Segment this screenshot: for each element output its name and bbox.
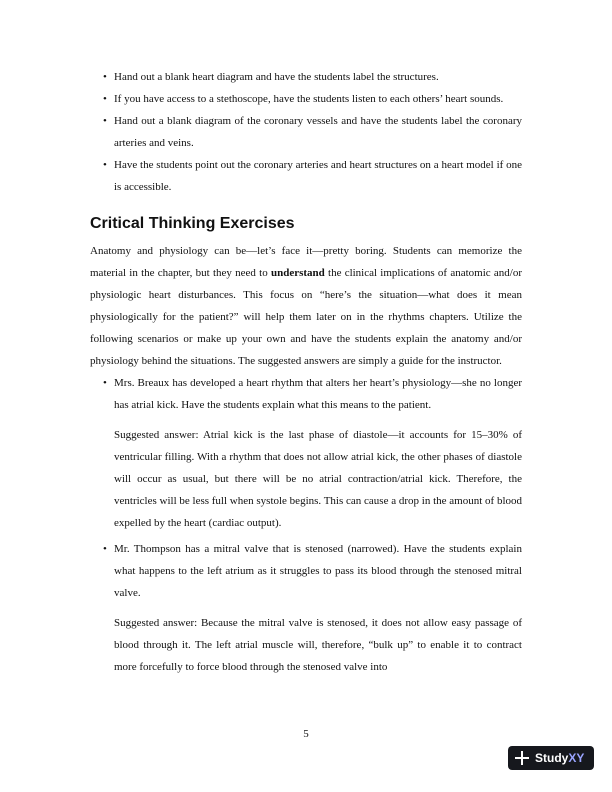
suggested-answer: Suggested answer: Atrial kick is the last phase of diastole—it accounts for 15–30% of ventricular filling. With a rhythm that does not allow atrial kick, the other phases of diastole will occur as usual, but there will be no atrial contraction/atrial kick. Therefore, the ventricles will be less full when systole begins. This can cause a drop in the amount of blood expelled by the heart (cardiac output).: [114, 429, 522, 529]
exercise-item: [90, 538, 522, 604]
bullet-icon: •: [103, 115, 107, 127]
list-item: [90, 66, 522, 88]
badge-text-main: Study: [535, 751, 569, 765]
intro-text-start: Anatomy and physiology can be—let’s face it—pretty boring. Students can memorize the material in the chapter, but they need to: [90, 245, 522, 279]
list-item-text: Hand out a blank heart diagram and have the students label the structures.: [114, 71, 439, 83]
studyxy-badge[interactable]: [508, 746, 594, 770]
list-item-text: Have the students point out the coronary arteries and heart structures on a heart model if one is accessible.: [114, 159, 522, 193]
list-item-text: If you have access to a stethoscope, have the students listen to each others’ heart sounds.: [114, 93, 504, 105]
list-item: [90, 88, 522, 110]
exercise-scenario: Mrs. Breaux has developed a heart rhythm that alters her heart’s physiology—she no longer has atrial kick. Have the students explain what this means to the patient.: [114, 377, 522, 411]
exercise-item: [90, 372, 522, 416]
exercise-list: [90, 538, 522, 604]
exercise-scenario: Mr. Thompson has a mitral valve that is stenosed (narrowed). Have the students explain what happens to the left atrium as it struggles to pass its blood through the stenosed mitral valve.: [114, 543, 522, 599]
section-intro: [90, 240, 522, 372]
bullet-icon: •: [103, 159, 107, 171]
list-item-text: Hand out a blank diagram of the coronary vessels and have the students label the coronary arteries and veins.: [114, 115, 522, 149]
activity-list: [90, 66, 522, 198]
list-item: [90, 154, 522, 198]
bullet-icon: •: [103, 543, 107, 555]
suggested-answer: Suggested answer: Because the mitral valve is stenosed, it does not allow easy passage of blood through it. The left atrial muscle will, therefore, “bulk up” to enable it to contract more forcefully to force blood through the stenosed valve into: [114, 617, 522, 673]
intro-emphasis: understand: [270, 267, 325, 279]
page-content: [90, 66, 522, 682]
page-number: 5: [303, 728, 309, 740]
bullet-icon: •: [103, 377, 107, 389]
bullet-icon: •: [103, 71, 107, 83]
intro-text-end: the clinical implications of anatomic and/or physiologic heart disturbances. This focus on “here’s the situation—what does it mean physiologically for the patient?” will help them later on in the rhythms chapters. Utilize the following scenarios or make up your own and have the students explain the anatomy and/or physiology behind the situations. The suggested answers are simply a guide for the instructor.: [90, 267, 522, 367]
section-heading: Critical Thinking Exercises: [90, 215, 295, 232]
badge-text-accent: XY: [568, 751, 585, 765]
bullet-icon: •: [103, 93, 107, 105]
list-item: [90, 110, 522, 154]
plus-icon: [515, 751, 529, 765]
exercise-list: [90, 372, 522, 416]
